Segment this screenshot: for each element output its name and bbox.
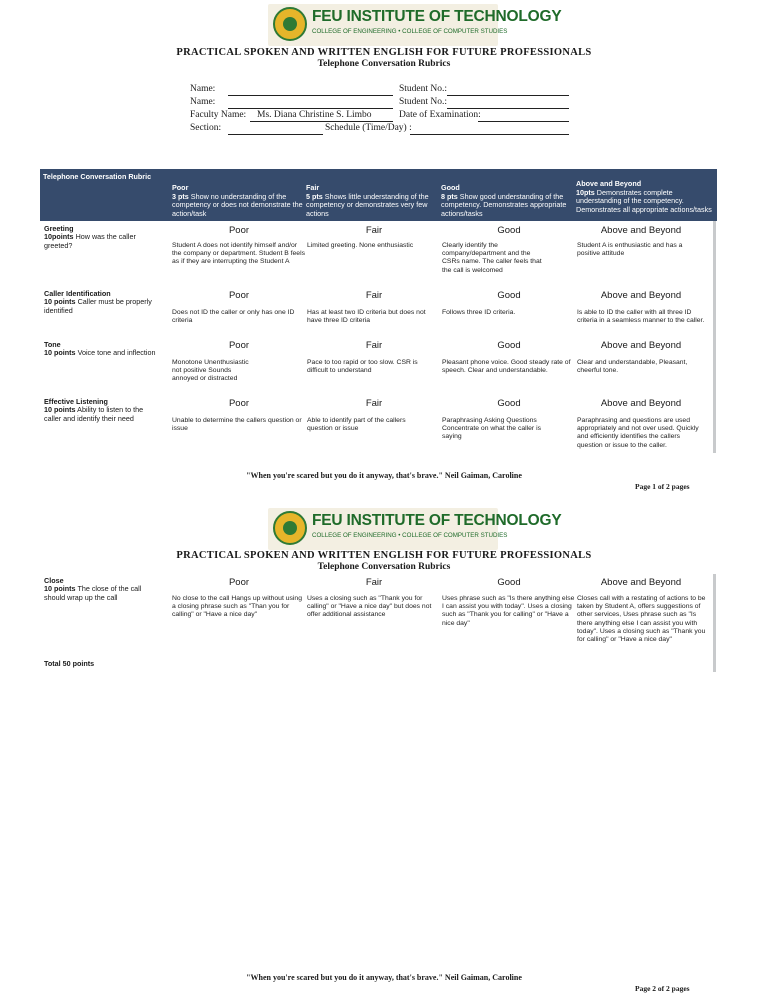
name-label-2: Name: (190, 97, 216, 107)
faculty-name-field[interactable] (250, 121, 393, 122)
level-label-good: Good (497, 340, 521, 351)
criterion-name-tone: Tone (44, 340, 61, 349)
level-label-above: Above and Beyond (600, 340, 682, 351)
cell-close-above: Closes call with a restating of actions to be taken by Student A, offers suggestions of other services, Uses phrase such as "Is there anything else I can assist you with today". Uses a closing such as "Thank you for calling" or "Have a nice day" (577, 595, 706, 644)
level-label-good: Good (497, 398, 521, 409)
student-no-label-2: Student No.: (399, 97, 448, 107)
table-right-border (713, 221, 716, 453)
level-label-good: Good (497, 290, 521, 301)
header-col-fair: Fair 5 pts Shows little understanding of the competency or demonstrates very few actions (306, 183, 429, 218)
level-label-good: Good (497, 577, 521, 588)
section-field[interactable] (228, 134, 323, 135)
total-points: Total 50 points (44, 659, 95, 668)
cell-tone-good: Pleasant phone voice. Good steady rate of speech. Clear and understandable. (442, 359, 571, 375)
level-label-fair: Fair (365, 290, 383, 301)
faculty-name-label: Faculty Name: (190, 110, 247, 120)
document-title: PRACTICAL SPOKEN AND WRITTEN ENGLISH FOR FUTURE PROFESSIONALS (176, 47, 592, 58)
seal-icon (273, 7, 307, 41)
cell-tone-above: Clear and understandable, Pleasant, cheerful tone. (577, 359, 688, 375)
header-col-poor: Poor 3 pts Show no understanding of the competency or does not demonstrate the action/task (172, 183, 303, 218)
student-no-field-1[interactable] (447, 95, 569, 96)
student-no-label-1: Student No.: (399, 84, 448, 94)
criterion-desc-close: 10 points The close of the call should wrap up the call (44, 584, 142, 602)
cell-greeting-good: Clearly identify the company/department and the CSRs name. The caller feels that the call is welcomed (442, 242, 542, 274)
criterion-desc-tone: 10 points Voice tone and inflection (44, 348, 156, 357)
institution-logo (268, 4, 562, 46)
cell-close-poor: No close to the call Hangs up without using a closing phrase such as "Than you for calling" or "Have a nice day" (172, 595, 302, 619)
page-number-1: Page 1 of 2 pages (635, 482, 690, 491)
cell-caller-id-above: Is able to ID the caller with all three ID criteria in a seamless manner to the caller. (577, 309, 705, 325)
criterion-desc-effective-listening: 10 points Ability to listen to the caller and identify their need (44, 405, 144, 423)
student-no-field-2[interactable] (447, 108, 569, 109)
criterion-desc-greeting: 10points How was the caller greeted? (44, 232, 136, 250)
rubric-header-title: Telephone Conversation Rubric (43, 172, 152, 181)
level-label-above: Above and Beyond (600, 225, 682, 236)
document-title: PRACTICAL SPOKEN AND WRITTEN ENGLISH FOR FUTURE PROFESSIONALS (176, 550, 592, 561)
cell-tone-poor: Monotone Unenthusiastic not positive Sounds annoyed or distracted (172, 359, 249, 383)
table-right-border (713, 574, 716, 672)
schedule-label: Schedule (Time/Day) : (325, 123, 412, 133)
cell-listening-fair: Able to identify part of the callers question or issue (307, 417, 406, 433)
header-col-good: Good 8 pts Show good understanding of the competency. Demonstrates appropriate actions/tasks (441, 183, 567, 218)
rubric-header (40, 169, 717, 221)
level-label-fair: Fair (365, 398, 383, 409)
level-label-above: Above and Beyond (600, 290, 682, 301)
level-label-good: Good (497, 225, 521, 236)
level-label-above: Above and Beyond (600, 398, 682, 409)
level-label-poor: Poor (228, 577, 250, 588)
footer-quote: "When you're scared but you do it anyway, that's brave." Neil Gaiman, Caroline (246, 973, 522, 982)
page-number-2: Page 2 of 2 pages (635, 984, 690, 993)
level-label-poor: Poor (228, 340, 250, 351)
cell-greeting-above: Student A is enthusiastic and has a positive attitude (577, 242, 683, 258)
criterion-desc-caller-identification: 10 points Caller must be properly identified (44, 297, 152, 315)
logo-subtitle: COLLEGE OF ENGINEERING • COLLEGE OF COMPUTER STUDIES (312, 28, 508, 35)
logo-title: FEU INSTITUTE OF TECHNOLOGY (312, 8, 562, 25)
criterion-name-caller-identification: Caller Identification (44, 289, 111, 298)
header-col-above: Above and Beyond 10pts Demonstrates complete understanding of the competency. Demonstrates all appropriate actions/tasks (576, 179, 712, 214)
criterion-name-effective-listening: Effective Listening (44, 397, 108, 406)
cell-caller-id-fair: Has at least two ID criteria but does not have three ID criteria (307, 309, 426, 325)
level-label-above: Above and Beyond (600, 577, 682, 588)
cell-listening-good: Paraphrasing Asking Questions Concentrate on what the caller is saying (442, 417, 541, 441)
level-label-poor: Poor (228, 290, 250, 301)
exam-date-field[interactable] (478, 121, 569, 122)
level-label-fair: Fair (365, 577, 383, 588)
seal-icon (273, 511, 307, 545)
cell-close-good: Uses phrase such as "Is there anything else I can assist you with today". Uses a closing such as "Thank you for calling" or "Have a nice day" (442, 595, 575, 627)
level-label-poor: Poor (228, 225, 250, 236)
cell-greeting-fair: Limited greeting. None enthusiastic (307, 242, 414, 249)
logo-subtitle: COLLEGE OF ENGINEERING • COLLEGE OF COMPUTER STUDIES (312, 532, 508, 539)
cell-greeting-poor: Student A does not identify himself and/or the company or department. Student B feels as if they are interrupting the Student A (172, 242, 305, 266)
logo-title: FEU INSTITUTE OF TECHNOLOGY (312, 512, 562, 529)
level-label-poor: Poor (228, 398, 250, 409)
name-label-1: Name: (190, 84, 216, 94)
level-label-fair: Fair (365, 340, 383, 351)
cell-listening-poor: Unable to determine the callers question or issue (172, 417, 302, 433)
cell-caller-id-good: Follows three ID criteria. (442, 309, 516, 316)
exam-date-label: Date of Examination: (399, 110, 481, 120)
name-field-2[interactable] (228, 108, 393, 109)
level-label-fair: Fair (365, 225, 383, 236)
document-subtitle: Telephone Conversation Rubrics (317, 59, 451, 69)
document-subtitle: Telephone Conversation Rubrics (317, 562, 451, 572)
name-field-1[interactable] (228, 95, 393, 96)
criterion-name-greeting: Greeting (44, 224, 74, 233)
schedule-field[interactable] (410, 134, 569, 135)
footer-quote: "When you're scared but you do it anyway, that's brave." Neil Gaiman, Caroline (246, 471, 522, 480)
criterion-name-close: Close (44, 576, 64, 585)
cell-tone-fair: Pace to too rapid or too slow. CSR is difficult to understand (307, 359, 418, 375)
cell-caller-id-poor: Does not ID the caller or only has one ID criteria (172, 309, 295, 325)
section-label: Section: (190, 123, 222, 133)
institution-logo (268, 508, 562, 550)
faculty-name-value: Ms. Diana Christine S. Limbo (257, 110, 372, 120)
cell-close-fair: Uses a closing such as "Thank you for calling" or "Have a nice day" but does not offer additional assistance (307, 595, 432, 619)
cell-listening-above: Paraphrasing and questions are used appropriately and not over used. Quickly and efficiently identifies the callers question or issue to the caller. (577, 417, 699, 449)
